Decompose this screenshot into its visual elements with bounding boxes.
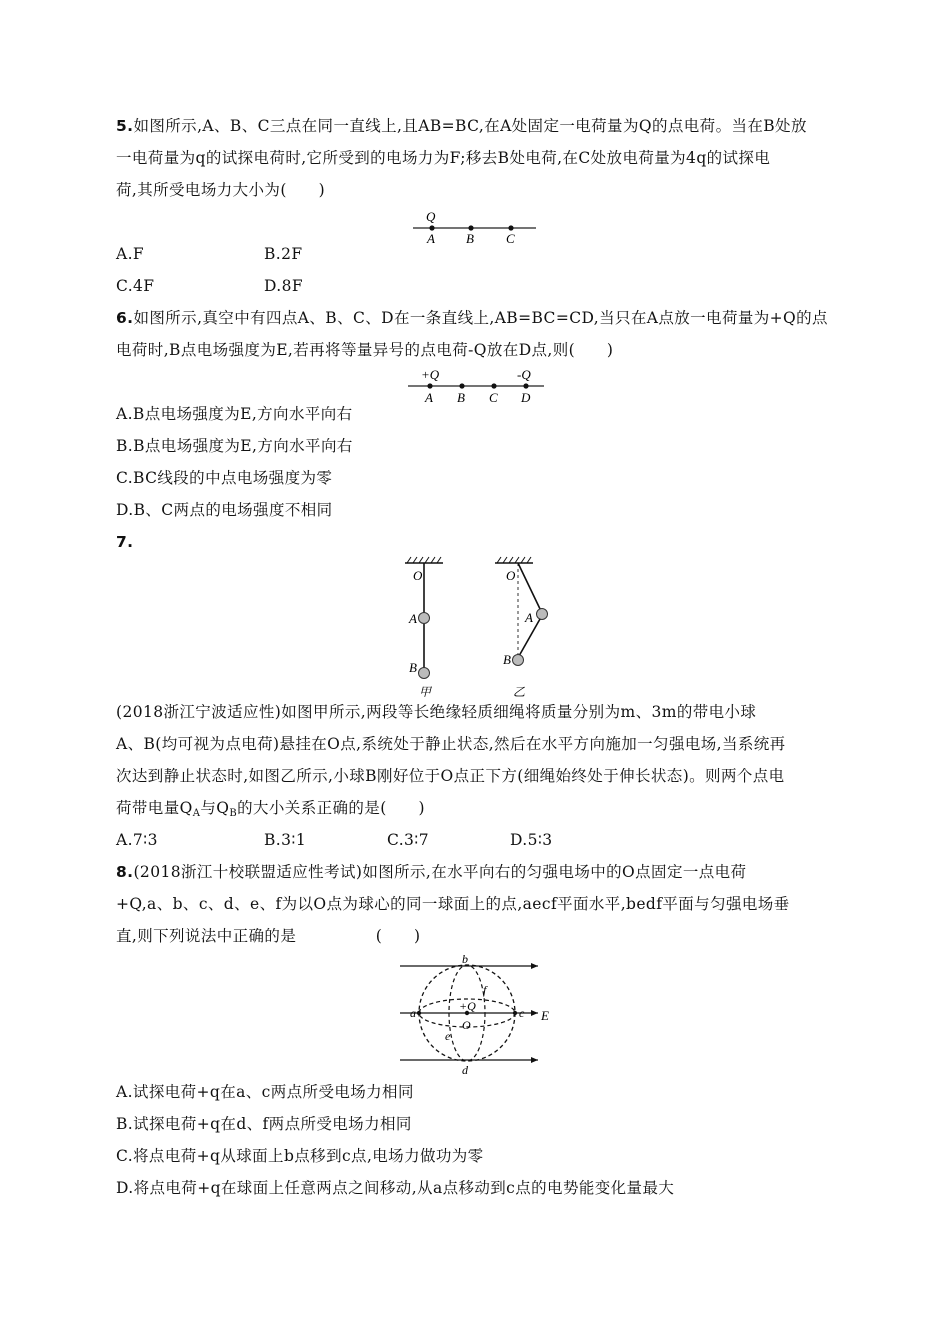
q5-option-a: A.F	[116, 245, 145, 263]
q5-charge-label: Q	[426, 209, 436, 224]
q8-label-e-field: E	[541, 1008, 549, 1023]
q8-label-b: b	[462, 952, 468, 966]
q6-option-c: C.BC线段的中点电场强度为零	[116, 469, 333, 487]
q7-ball-b-left	[419, 668, 430, 679]
q7-line-2: A、B(均可视为点电荷)悬挂在O点,系统处于静止状态,然后在水平方向施加一匀强电场,当系统再	[116, 735, 786, 753]
q5-line-2: 一电荷量为q的试探电荷时,它所受到的电场力为F;移去B处电荷,在C处放电荷量为4q的试探电	[116, 149, 771, 167]
q5-option-d: D.8F	[264, 277, 304, 295]
q8-point-c	[513, 1011, 517, 1015]
q8-line-2: +Q,a、b、c、d、e、f为以O点为球心的同一球面上的点,aecf平面水平,bedf平面与匀强电场垂	[116, 895, 790, 913]
q6-point-b	[459, 383, 464, 388]
q8-option-b: B.试探电荷+q在d、f两点所受电场力相同	[116, 1115, 412, 1133]
q8-option-c: C.将点电荷+q从球面上b点移到c点,电场力做功为零	[116, 1147, 484, 1165]
q8-option-d: D.将点电荷+q在球面上任意两点之间移动,从a点移动到c点的电势能变化量最大	[116, 1179, 675, 1197]
q7-figure	[395, 556, 570, 700]
q6-option-d: D.B、C两点的电场强度不相同	[116, 501, 333, 519]
q6-label-b: B	[457, 390, 465, 405]
q5-figure	[408, 204, 540, 246]
q7-option-d: D.5∶3	[510, 831, 553, 849]
q5-line-1: 5.如图所示,A、B、C三点在同一直线上,且AB=BC,在A处固定一电荷量为Q的点电荷。当在B处放	[116, 117, 807, 135]
q6-charge-left: +Q	[421, 367, 440, 382]
q7-caption-right: 乙	[513, 685, 526, 699]
q5-point-b	[468, 225, 473, 230]
q8-line-1: 8.(2018浙江十校联盟适应性考试)如图所示,在水平向右的匀强电场中的O点固定一点电荷	[116, 863, 747, 881]
q5-number: 5.	[116, 117, 134, 135]
q8-label-c: c	[519, 1006, 525, 1020]
q5-label-b: B	[466, 231, 474, 246]
q7-number-line	[116, 532, 133, 552]
q5-point-c	[508, 225, 513, 230]
q7-label-a-left: A	[409, 611, 417, 626]
q8-figure	[398, 950, 556, 1078]
q6-charge-right: -Q	[517, 367, 531, 382]
q5-point-a	[429, 225, 434, 230]
q8-label-f: f	[483, 983, 487, 997]
q7-ceiling-hatch-right	[497, 557, 531, 563]
q5-line-3: 荷,其所受电场力大小为( )	[116, 181, 326, 199]
q7-line-1: (2018浙江宁波适应性)如图甲所示,两段等长绝缘轻质细绳将质量分别为m、3m的带电小球	[116, 703, 757, 721]
q6-label-d: D	[521, 390, 531, 405]
q7-label-b-left: B	[409, 660, 417, 675]
q6-option-b: B.B点电场强度为E,方向水平向右	[116, 437, 353, 455]
q8-label-a: a	[410, 1006, 416, 1020]
q7-label-a-right: A	[525, 610, 533, 625]
q7-label-o-left: O	[413, 568, 423, 583]
q6-label-a: A	[425, 390, 433, 405]
q6-option-a: A.B点电场强度为E,方向水平向右	[116, 405, 353, 423]
q5-option-b: B.2F	[264, 245, 303, 263]
q6-number: 6.	[116, 309, 134, 327]
q8-label-d: d	[462, 1063, 468, 1077]
q8-line-3: 直,则下列说法中正确的是 ( )	[116, 927, 421, 945]
q8-label-plus-q: +Q	[459, 999, 476, 1013]
q7-ball-b-right	[513, 655, 524, 666]
q6-label-c: C	[489, 390, 498, 405]
q7-option-c: C.3∶7	[387, 831, 429, 849]
q8-number: 8.	[116, 863, 134, 881]
q7-number: 7.	[116, 533, 134, 551]
q6-point-a	[427, 383, 432, 388]
q6-figure	[404, 364, 550, 406]
q5-label-c: C	[506, 231, 515, 246]
q7-option-a: A.7∶3	[116, 831, 158, 849]
q7-string-oa-right	[518, 563, 541, 611]
q7-label-o-right: O	[506, 568, 516, 583]
q5-label-a: A	[427, 231, 435, 246]
q7-line-3: 次达到静止状态时,如图乙所示,小球B刚好位于O点正下方(细绳始终处于伸长状态)。则两个点电	[116, 767, 785, 785]
q5-option-c: C.4F	[116, 277, 155, 295]
q6-point-d	[523, 383, 528, 388]
q8-label-o: O	[462, 1018, 471, 1032]
q7-ball-a-right	[537, 609, 548, 620]
q6-line-2: 电荷时,B点电场强度为E,若再将等量异号的点电荷-Q放在D点,则( )	[116, 341, 614, 359]
q6-point-c	[491, 383, 496, 388]
q7-caption-left: 甲	[419, 685, 432, 699]
q7-label-b-right: B	[503, 652, 511, 667]
q7-ball-a-left	[419, 613, 430, 624]
q8-option-a: A.试探电荷+q在a、c两点所受电场力相同	[116, 1083, 414, 1101]
q6-line-1: 6.如图所示,真空中有四点A、B、C、D在一条直线上,AB=BC=CD,当只在A点放一电荷量为+Q的点	[116, 309, 828, 327]
q8-point-a	[417, 1011, 421, 1015]
q7-line-4: 荷带电量$Q_A$与$Q_B$的大小关系正确的是( )	[116, 799, 425, 819]
q8-label-e: e	[445, 1029, 451, 1043]
q7-ceiling-hatch-left	[407, 557, 441, 563]
q7-option-b: B.3∶1	[264, 831, 307, 849]
